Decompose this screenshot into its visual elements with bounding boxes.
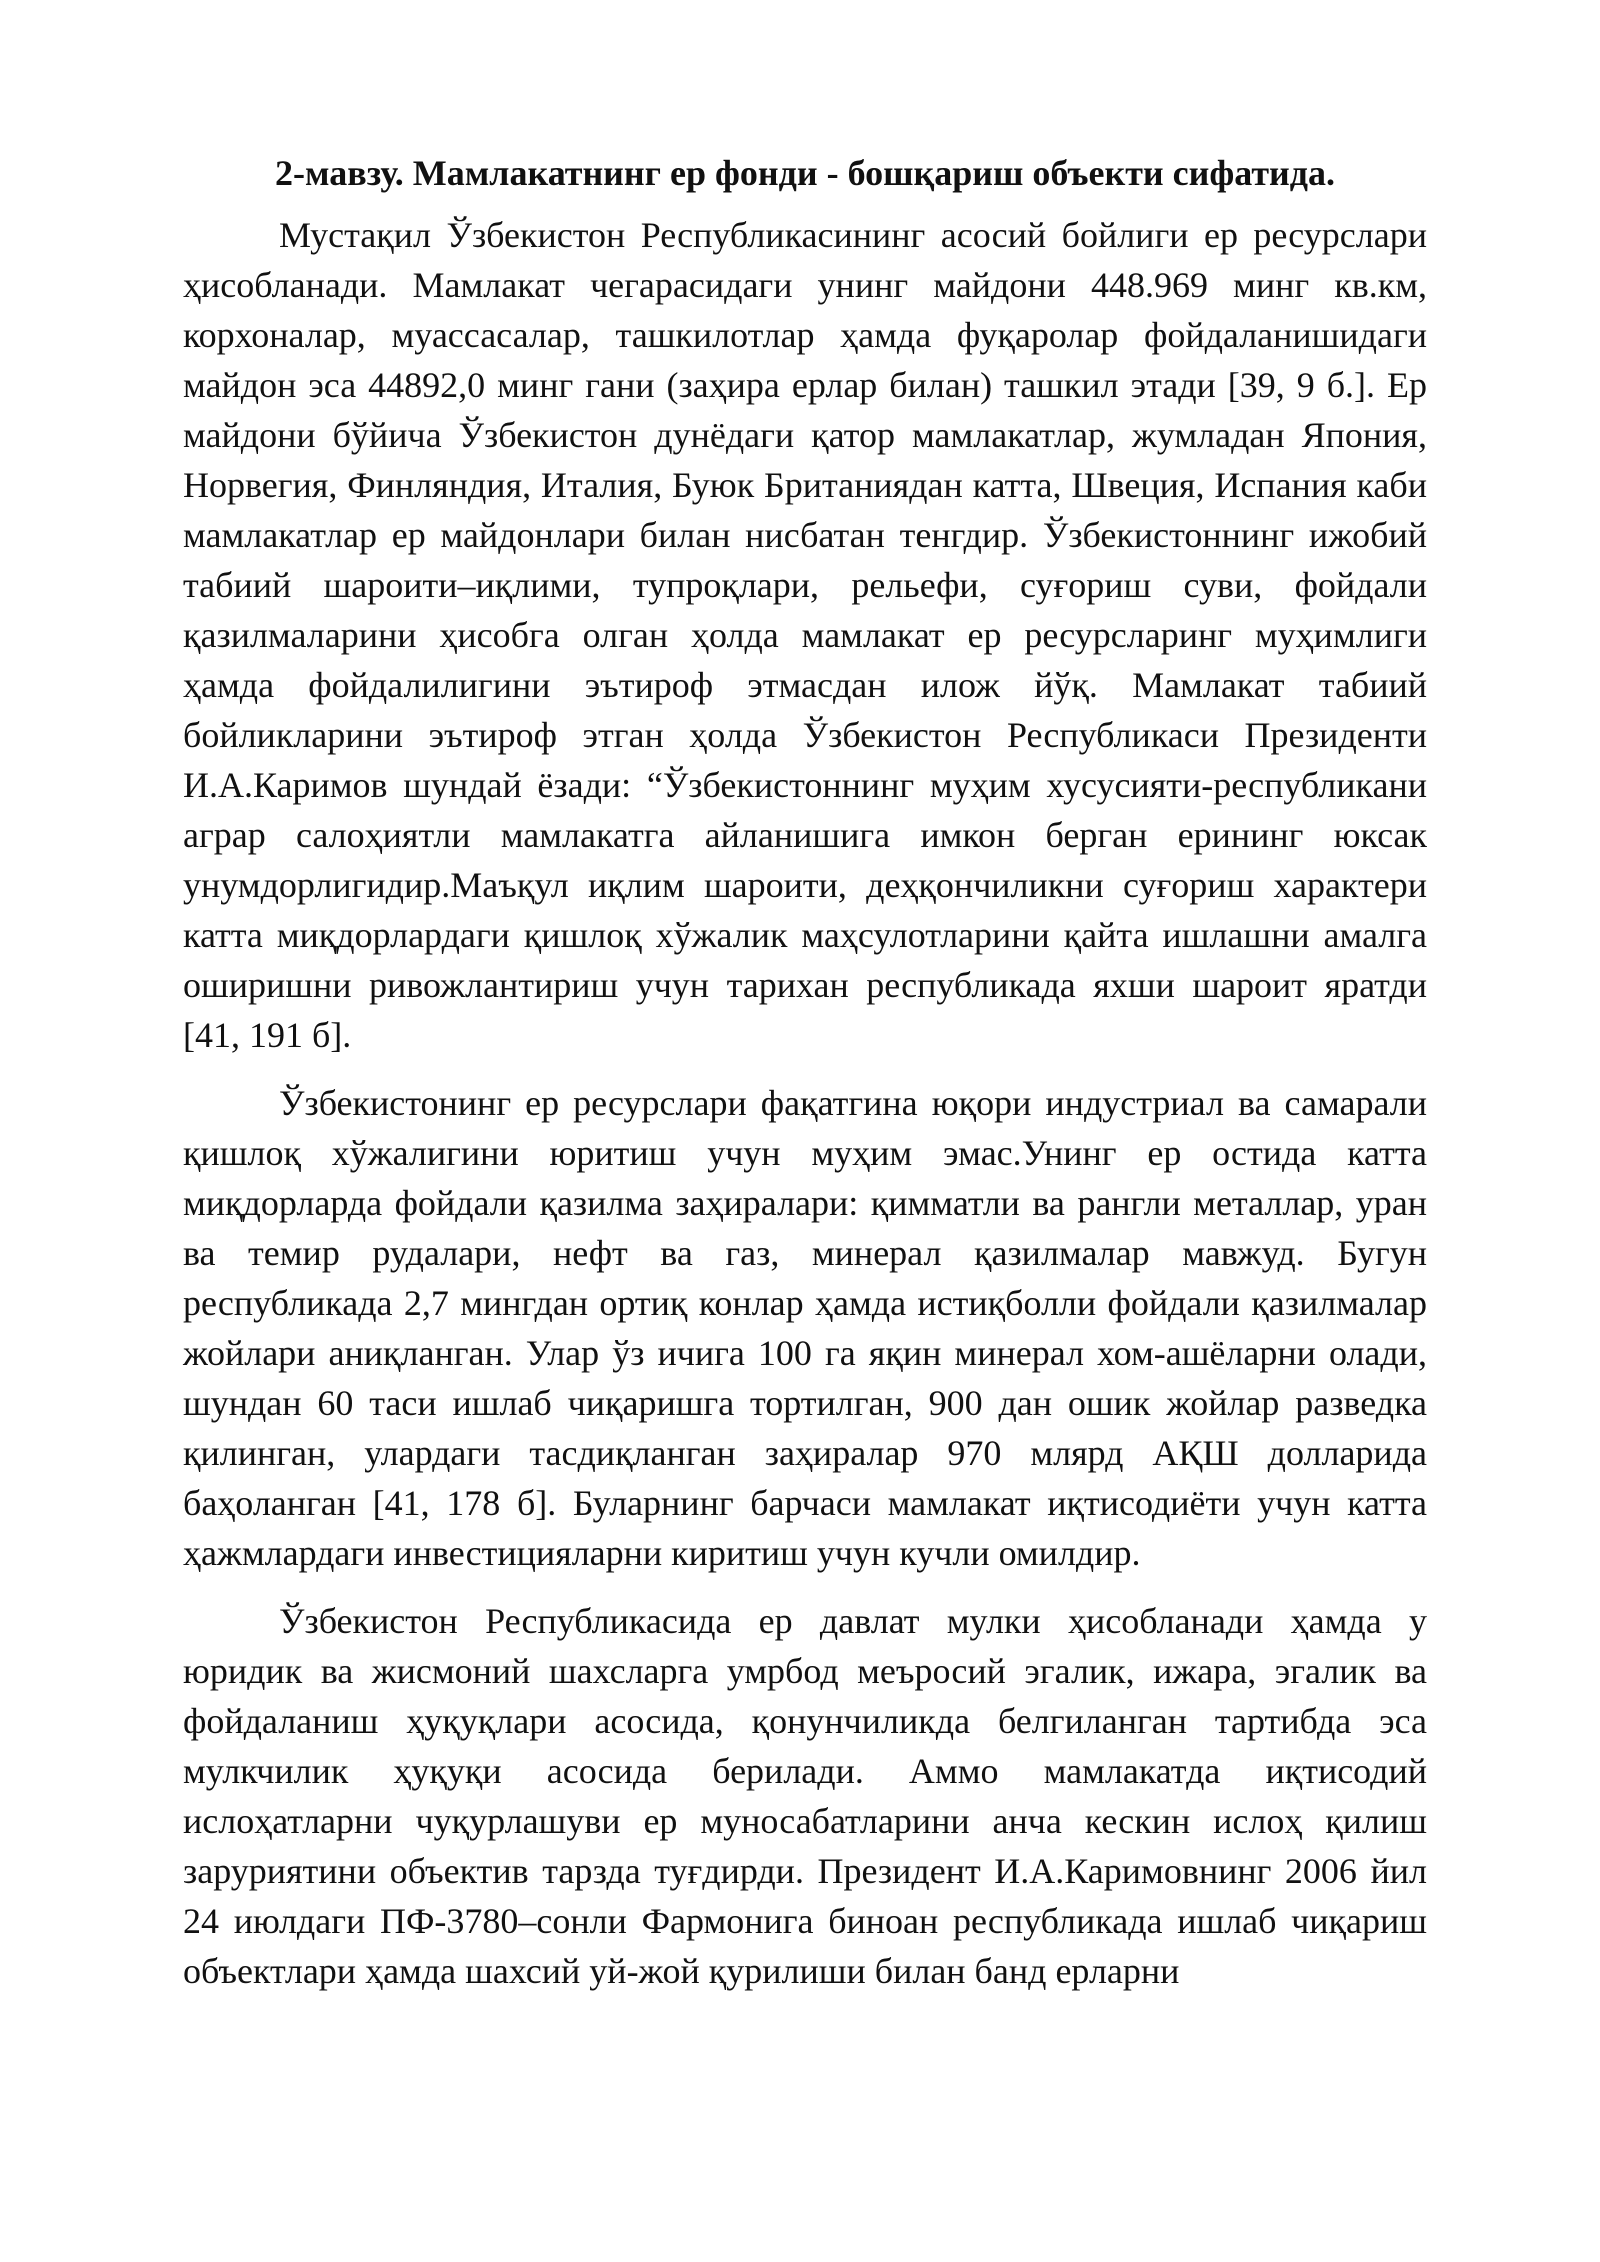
document-body (183, 148, 1427, 1996)
document-title: 2-мавзу. Мамлакатнинг ер фонди - бошқариш объекти сифатида. (274, 153, 1335, 193)
paragraph-2: Ўзбекистонинг ер ресурслари фақатгина юқори индустриал ва самарали қишлоқ хўжалигини юритиш учун муҳим эмас.Унинг ер остида катта миқдорларда фойдали қазилма заҳиралари: қимматли ва рангли металлар, уран ва темир рудалари, нефт ва газ, минерал қазилмалар мавжуд. Бугун республикада 2,7 мингдан ортиқ конлар ҳамда истиқболли фойдали қазилмалар жойлари аниқланган. Улар ўз ичига 100 га яқин минерал хом-ашёларни олади, шундан 60 таси ишлаб чиқаришга тортилган, 900 дан ошик жойлар разведка қилинган, улардаги тасдиқланган заҳиралар 970 млярд АҚШ долларида баҳоланган [41, 178 б]. Буларнинг барчаси мамлакат иқтисодиёти учун катта ҳажмлардаги инвестицияларни киритиш учун кучли омилдир. (183, 1083, 1427, 1573)
paragraph-3: Ўзбекистон Республикасида ер давлат мулки ҳисобланади ҳамда у юридик ва жисмоний шахсларга умрбод меъросий эгалик, ижара, эгалик ва фойдаланиш ҳуқуқлари асосида, қонунчиликда белгиланган тартибда эса мулкчилик ҳуқуқи асосида берилади. Аммо мамлакатда иқтисодий ислоҳатларни чуқурлашуви ер муносабатларини анча кескин ислоҳ қилиш заруриятини объектив тарзда туғдирди. Президент И.А.Каримовнинг 2006 йил 24 июлдаги ПФ-3780–сонли Фармонига биноан республикада ишлаб чиқариш объектлари ҳамда шахсий уй-жой қурилиши билан банд ерларни (183, 1601, 1427, 1991)
paragraph-1: Мустақил Ўзбекистон Республикасининг асосий бойлиги ер ресурслари ҳисобланади. Мамлакат чегарасидаги унинг майдони 448.969 минг кв.км, корхоналар, муассасалар, ташкилотлар ҳамда фуқаролар фойдаланишидаги майдон эса 44892,0 минг гани (заҳира ерлар билан) ташкил этади [39, 9 б.]. Ер майдони бўйича Ўзбекистон дунёдаги қатор мамлакатлар, жумладан Япония, Норвегия, Финляндия, Италия, Буюк Британиядан катта, Швеция, Испания каби мамлакатлар ер майдонлари билан нисбатан тенгдир. Ўзбекистоннинг ижобий табиий шароити–иқлими, тупроқлари, рельефи, суғориш суви, фойдали қазилмаларини ҳисобга олган ҳолда мамлакат ер ресурсларинг муҳимлиги ҳамда фойдалилигини эътироф этмасдан илож йўқ. Мамлакат табиий бойликларини эътироф этган ҳолда Ўзбекистон Республикаси Президенти И.А.Каримов шундай ёзади: “Ўзбекистоннинг муҳим хусусияти-республикани аграр салоҳиятли мамлакатга айланишига имкон берган ерининг юксак унумдорлигидир.Маъқул иқлим шароити, деҳқончиликни суғориш характери катта миқдорлардаги қишлоқ хўжалик маҳсулотларини қайта ишлашни амалга оширишни ривожлантириш учун тарихан республикада яхши шароит яратди [41, 191 б]. (183, 215, 1427, 1055)
